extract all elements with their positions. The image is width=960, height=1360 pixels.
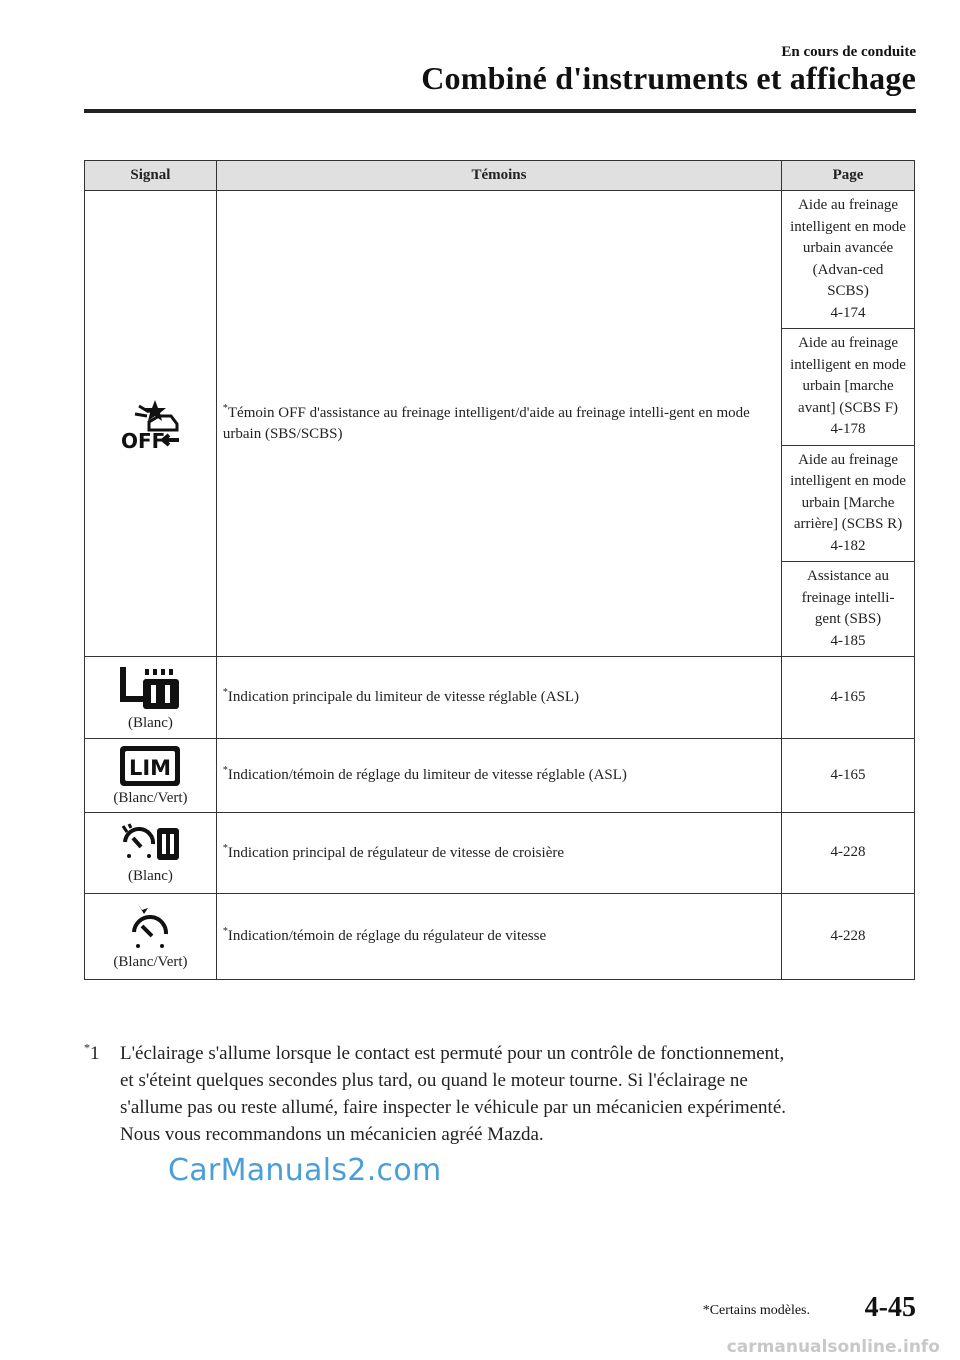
cruise-main-indicator-icon	[117, 822, 183, 866]
page-reference-label: Aide au freinage intelligent en mode urbain avancée (Advan-ced SCBS)	[790, 197, 906, 299]
signal-cell	[85, 739, 217, 813]
lim-set-indicator-icon	[118, 744, 182, 788]
column-header-temoins: Témoins	[216, 161, 781, 191]
warning-lights-table	[84, 160, 915, 980]
column-header-page: Page	[782, 161, 915, 191]
signal-cell	[85, 191, 217, 657]
description-cell	[216, 894, 781, 980]
page-cell	[782, 657, 915, 739]
footnote-marker: *	[222, 687, 228, 698]
description-text: Indication/témoin de réglage du limiteur de vitesse réglable (ASL)	[227, 767, 627, 783]
footnote-line: Nous vous recommandons un mécanicien agréé Mazda.	[120, 1124, 544, 1145]
description-text: Indication principal de régulateur de vitesse de croisière	[227, 844, 564, 861]
footnote-marker: *	[222, 765, 228, 776]
svg-text:OFF: OFF	[121, 428, 166, 452]
lim-main-indicator-icon	[117, 663, 183, 713]
page-cell	[782, 813, 915, 894]
description-text: Indication/témoin de réglage du régulateur de vitesse	[227, 928, 547, 944]
signal-cell	[85, 813, 217, 894]
page-reference-label: Assistance au freinage intelli-gent (SBS)	[801, 568, 895, 627]
page-cell	[782, 739, 915, 813]
page-reference-number: 4-228	[830, 927, 866, 944]
footnote-line: L'éclairage s'allume lorsque le contact est permuté pour un contrôle de fonctionnement,	[120, 1043, 785, 1064]
description-text: Témoin OFF d'assistance au freinage intelligent/d'aide au freinage intelli-gent en mode urbain (SBS/SCBS)	[222, 404, 750, 442]
page-reference-label: Aide au freinage intelligent en mode urbain [Marche arrière] (SCBS R)	[790, 451, 906, 532]
footnote-label	[84, 1040, 100, 1067]
column-header-signal: Signal	[85, 161, 217, 191]
footnote-block	[84, 1040, 924, 1148]
description-cell	[216, 739, 781, 813]
watermark-logo: CarManuals2.com	[168, 1153, 442, 1188]
description-cell	[216, 657, 781, 739]
description-cell	[216, 191, 781, 657]
table-row	[85, 894, 915, 980]
page-reference-label: Aide au freinage intelligent en mode urbain [marche avant] (SCBS F)	[790, 335, 906, 416]
indicator-color-label: (Blanc)	[127, 867, 173, 884]
page-cell	[782, 445, 915, 562]
table-row	[85, 813, 915, 894]
footnote-marker: *	[222, 926, 228, 937]
page-reference-number: 4-165	[830, 688, 866, 705]
source-watermark: carmanualsonline.info	[726, 1337, 940, 1357]
indicator-color-label: (Blanc/Vert)	[113, 954, 188, 970]
footnote-marker: *	[222, 842, 228, 854]
page-title: Combiné d'instruments et affichage	[421, 60, 916, 96]
certain-models-note: *Certains modèles.	[702, 1303, 810, 1318]
footnote-number: 1	[90, 1043, 100, 1064]
page-cell	[782, 191, 915, 329]
section-label: En cours de conduite	[781, 44, 916, 60]
cruise-set-indicator-icon	[128, 902, 172, 952]
page-reference-number: 4-228	[830, 844, 866, 861]
footnote-star: *	[84, 1040, 90, 1055]
page-reference-number: 4-174	[830, 304, 866, 321]
table-row	[85, 191, 915, 329]
table-header-row	[85, 161, 915, 191]
footnote-line: s'allume pas ou reste allumé, faire inspecter le véhicule par un mécanicien expérimenté.	[120, 1097, 787, 1118]
page-cell	[782, 894, 915, 980]
signal-cell	[85, 657, 217, 739]
page-cell	[782, 329, 915, 446]
page-reference-number: 4-165	[830, 766, 866, 783]
indicator-color-label: (Blanc/Vert)	[113, 790, 188, 806]
sbs-off-indicator-icon	[119, 396, 181, 452]
page-reference-number: 4-185	[830, 632, 866, 649]
signal-cell	[85, 894, 217, 980]
indicator-color-label: (Blanc)	[127, 715, 173, 731]
page-number: 4-45	[864, 1292, 916, 1323]
lim-icon-text: LIM	[129, 756, 172, 780]
table-row	[85, 739, 915, 813]
footnote-line: et s'éteint quelques secondes plus tard, ou quand le moteur tourne. Si l'éclairage ne	[120, 1070, 748, 1091]
page-reference-number: 4-182	[830, 537, 866, 554]
page-reference-number: 4-178	[830, 421, 866, 437]
description-text: Indication principale du limiteur de vitesse réglable (ASL)	[227, 689, 580, 705]
table-row	[85, 657, 915, 739]
footnote-marker: *	[222, 402, 228, 414]
description-cell	[216, 813, 781, 894]
header-rule	[84, 109, 916, 113]
page-cell	[782, 562, 915, 657]
footnote-text	[120, 1040, 924, 1148]
